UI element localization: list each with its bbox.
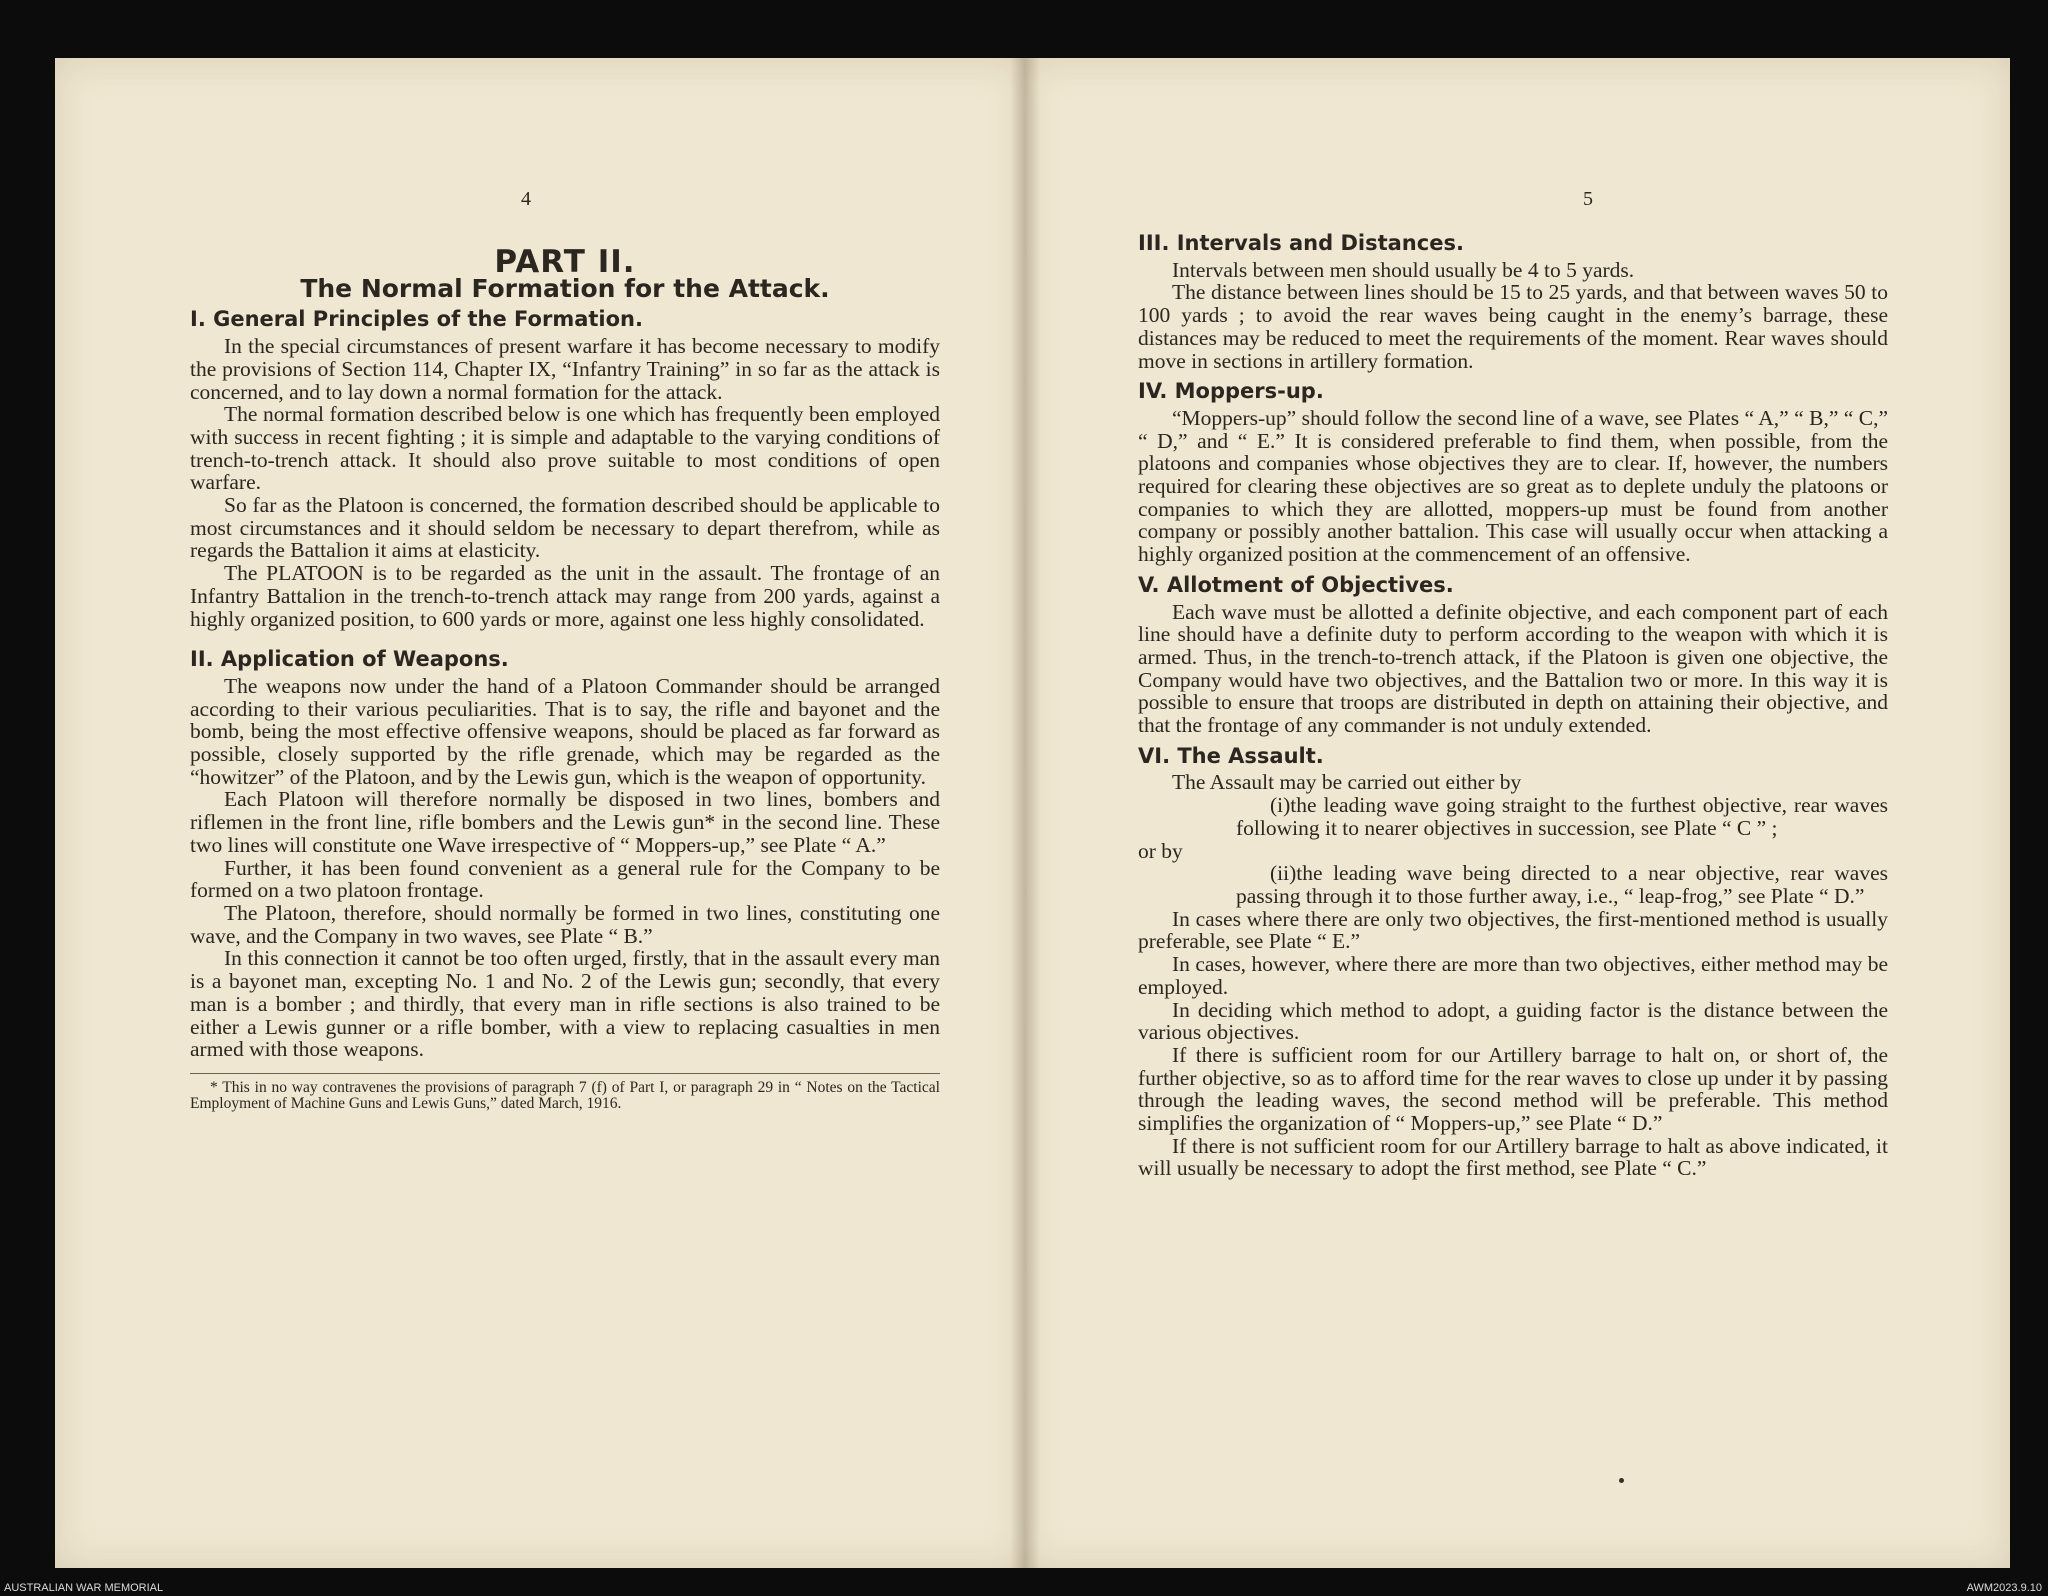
paragraph: The normal formation described below is one which has frequently been employed with success in recent fighting ; it is simple and adaptable to the varying conditions of trench-to-trench attack. It should also prove suitable to most conditions of open warfare. [190, 402, 940, 495]
part-title: PART II. [494, 244, 636, 280]
paragraph: or by [1138, 838, 1183, 863]
paragraph: In the special circumstances of present warfare it has become necessary to modify the provisions of Section 114, Chapter IX, “Infantry Training” in so far as the attack is concerned, and to lay down a normal formation for the attack. [190, 334, 940, 404]
section-heading: III. Intervals and Distances. [1138, 231, 1464, 255]
footer-credit: AUSTRALIAN WAR MEMORIAL [4, 1582, 164, 1594]
paragraph: The Platoon, therefore, should normally be formed in two lines, constituting one wave, and the Company in two waves, see Plate “ B.” [190, 900, 940, 948]
chapter-subtitle: The Normal Formation for the Attack. [300, 273, 830, 303]
list-item-text: the leading wave going straight to the furthest objective, rear waves following it to nearer objectives in succession, see Plate “ C ” ; [1236, 793, 1888, 840]
list-item-number: (i) [1270, 793, 1291, 818]
page-number-right: 5 [1583, 188, 1593, 210]
paragraph: The PLATOON is to be regarded as the unit in the assault. The frontage of an Infantry Battalion in the trench-to-trench attack may range from 200 yards, against a highly organized position, to 600 yards or more, against one less highly consolidated. [190, 561, 940, 631]
footnote [190, 1073, 940, 1113]
page-speck [1619, 1478, 1624, 1483]
paragraph: If there is sufficient room for our Artillery barrage to halt on, or short of, the further objective, so as to afford time for the rear waves to close up under it by passing through the leading waves, the second method will be preferable. This method simplifies the organization of “ Moppers-up,” see Plate “ D.” [1138, 1042, 1888, 1136]
paragraph: The Assault may be carried out either by [1172, 770, 1522, 795]
book-gutter [1010, 58, 1040, 1568]
paragraph: Further, it has been found convenient as a general rule for the Company to be formed on a two platoon frontage. [190, 855, 940, 903]
paragraph: Intervals between men should usually be 4 to 5 yards. [1172, 257, 1635, 282]
section-heading: I. General Principles of the Formation. [190, 307, 643, 332]
section-heading: V. Allotment of Objectives. [1138, 572, 1454, 597]
right-column [1138, 232, 1888, 1180]
section-heading: IV. Moppers-up. [1138, 379, 1324, 404]
paragraph: In deciding which method to adopt, a guiding factor is the distance between the various objectives. [1138, 997, 1888, 1045]
footer-accession-number: AWM2023.9.10 [1966, 1582, 2042, 1594]
list-item-text: the leading wave being directed to a near objective, rear waves passing through it to those further away, i.e., “ leap-frog,” see Plate “ D.” [1236, 861, 1888, 908]
list-item-number: (ii) [1270, 861, 1297, 886]
paragraph: “Moppers-up” should follow the second line of a wave, see Plates “ A,” “ B,” “ C,” “ D,” and “ E.” It is considered preferable to find them, when possible, from the platoons and companies whose objectives they are to clear. If, however, the numbers required for clearing these objectives are so great as to deplete unduly the platoons or companies to which they are allotted, moppers-up must be found from another company or possibly another battalion. This case will usually occur when attacking a highly organized position at the commencement of an offensive. [1138, 405, 1888, 567]
paragraph: The weapons now under the hand of a Platoon Commander should be arranged according to their various peculiarities. That is to say, the rifle and bayonet and the bomb, being the most effective offensive weapons, should be placed as far forward as possible, closely supported by the rifle grenade, which may be regarded as the “howitzer” of the Platoon, and by the Lewis gun, which is the weapon of opportunity. [190, 673, 940, 789]
page-number-left: 4 [521, 188, 531, 210]
paragraph: Each Platoon will therefore normally be disposed in two lines, bombers and riflemen in the front line, rifle bombers and the Lewis gun* in the second line. These two lines will constitute one Wave irrespective of “ Moppers-up,” see Plate “ A.” [190, 787, 940, 857]
list-item [1138, 794, 1888, 839]
left-page [55, 58, 1025, 1568]
paragraph: The distance between lines should be 15 to 25 yards, and that between waves 50 to 100 yards ; to avoid the rear waves being caught in the enemy’s barrage, these distances may be reduced to meet the requirements of the moment. Rear waves should move in sections in artillery formation. [1138, 280, 1888, 373]
section-heading: VI. The Assault. [1138, 743, 1324, 768]
left-column [190, 244, 940, 1113]
section-heading: II. Application of Weapons. [190, 647, 509, 672]
book-spread [55, 58, 2010, 1568]
paragraph: So far as the Platoon is concerned, the formation described should be applicable to most circumstances and it should seldom be necessary to depart therefrom, while as regards the Battalion it aims at elasticity. [190, 493, 940, 563]
paragraph: In cases, however, where there are more than two objectives, either method may be employed. [1138, 952, 1888, 999]
paragraph: In this connection it cannot be too often urged, firstly, that in the assault every man is a bayonet man, excepting No. 1 and No. 2 of the Lewis gun; secondly, that every man is a bomber ; and thirdly, that every man in rifle sections is also trained to be either a Lewis gunner or a rifle bomber, with a view to replacing casualties in men armed with those weapons. [190, 946, 940, 1062]
paragraph: Each wave must be allotted a definite objective, and each component part of each line should have a definite duty to perform according to the weapon with which it is armed. Thus, in the trench-to-trench attack, if the Platoon is given one objective, the Company would have two objectives, and the Battalion two or more. In this way it is possible to ensure that troops are distributed in depth on attaining their objective, and that the frontage of any commander is not unduly extended. [1138, 599, 1888, 738]
right-page [1023, 58, 2010, 1568]
paragraph: If there is not sufficient room for our Artillery barrage to halt as above indicated, it will usually be necessary to adopt the first method, see Plate “ C.” [1138, 1133, 1888, 1181]
list-item [1138, 862, 1888, 907]
paragraph: In cases where there are only two objectives, the first-mentioned method is usually preferable, see Plate “ E.” [1138, 906, 1888, 954]
footnote-text: * This in no way contravenes the provisions of paragraph 7 (f) of Part I, or paragraph 29 in “ Notes on the Tactical Employment of Machine Guns and Lewis Guns,” dated March, 1916. [190, 1078, 940, 1113]
